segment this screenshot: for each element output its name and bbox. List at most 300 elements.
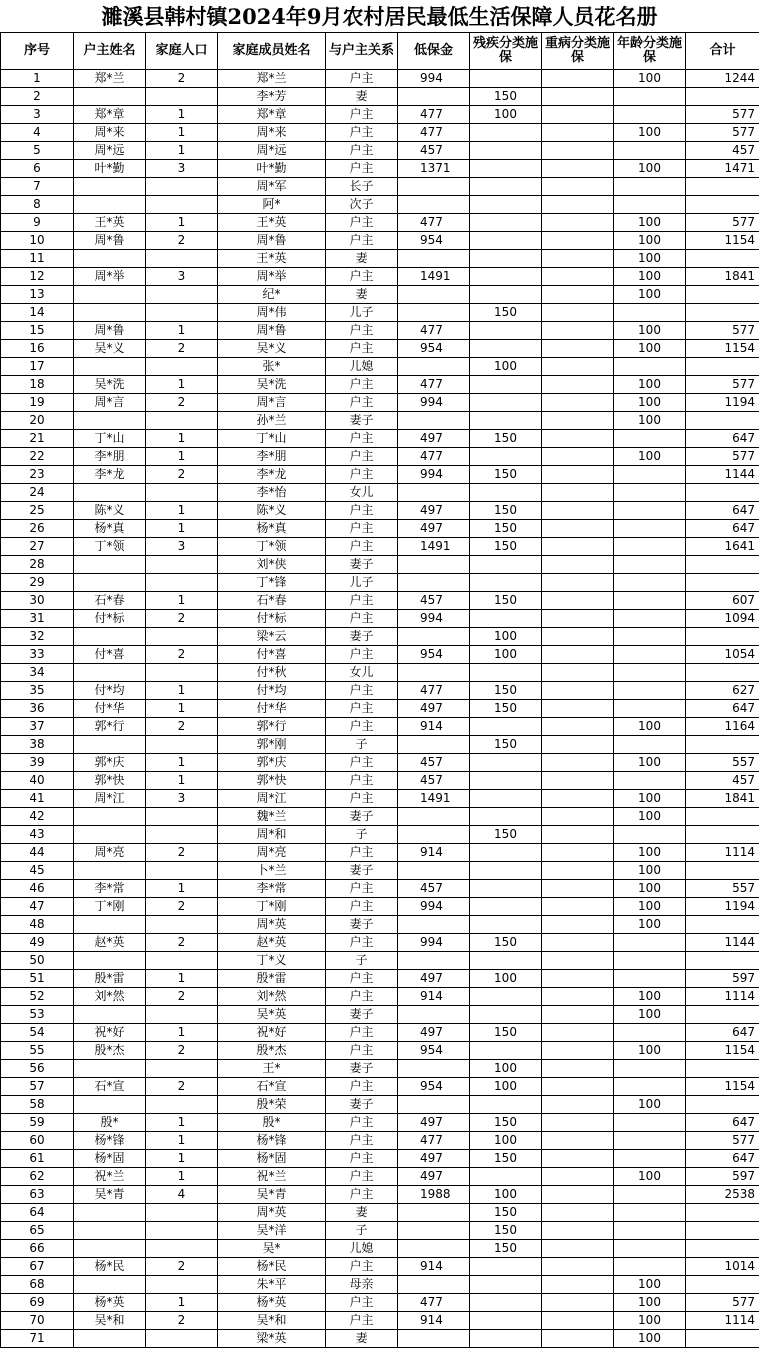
householder-name: 李*朋 xyxy=(74,448,146,466)
table-row xyxy=(1,1096,759,1114)
age-bonus: 100 xyxy=(614,340,686,358)
illness-bonus xyxy=(542,1114,614,1132)
relation: 户主 xyxy=(326,988,398,1006)
subsidy-amount: 994 xyxy=(398,898,470,916)
family-size xyxy=(146,952,218,970)
householder-name xyxy=(74,862,146,880)
relation: 户主 xyxy=(326,430,398,448)
row-total: 1164 xyxy=(686,718,759,736)
row-index: 46 xyxy=(1,880,74,898)
relation: 妻子 xyxy=(326,628,398,646)
disability-bonus: 150 xyxy=(470,466,542,484)
disability-bonus: 150 xyxy=(470,88,542,106)
table-row xyxy=(1,628,759,646)
subsidy-amount: 477 xyxy=(398,214,470,232)
disability-bonus: 100 xyxy=(470,1186,542,1204)
disability-bonus xyxy=(470,484,542,502)
disability-bonus xyxy=(470,178,542,196)
row-index: 6 xyxy=(1,160,74,178)
row-total: 577 xyxy=(686,1294,759,1312)
householder-name: 周*举 xyxy=(74,268,146,286)
row-index: 56 xyxy=(1,1060,74,1078)
disability-bonus xyxy=(470,988,542,1006)
family-size xyxy=(146,358,218,376)
householder-name xyxy=(74,1240,146,1258)
age-bonus xyxy=(614,1060,686,1078)
row-total: 577 xyxy=(686,124,759,142)
householder-name: 吴*义 xyxy=(74,340,146,358)
illness-bonus xyxy=(542,826,614,844)
table-row xyxy=(1,1204,759,1222)
family-size: 3 xyxy=(146,538,218,556)
relation: 户主 xyxy=(326,1258,398,1276)
illness-bonus xyxy=(542,142,614,160)
table-row xyxy=(1,592,759,610)
illness-bonus xyxy=(542,484,614,502)
householder-name: 周*亮 xyxy=(74,844,146,862)
illness-bonus xyxy=(542,934,614,952)
subsidy-amount: 477 xyxy=(398,376,470,394)
disability-bonus xyxy=(470,898,542,916)
family-size xyxy=(146,1060,218,1078)
illness-bonus xyxy=(542,754,614,772)
age-bonus xyxy=(614,628,686,646)
age-bonus xyxy=(614,1024,686,1042)
householder-name: 周*远 xyxy=(74,142,146,160)
householder-name: 殷*杰 xyxy=(74,1042,146,1060)
row-total xyxy=(686,358,759,376)
row-index: 36 xyxy=(1,700,74,718)
row-total: 1114 xyxy=(686,988,759,1006)
row-total xyxy=(686,250,759,268)
row-total xyxy=(686,1276,759,1294)
row-index: 35 xyxy=(1,682,74,700)
row-total: 1014 xyxy=(686,1258,759,1276)
disability-bonus: 100 xyxy=(470,1060,542,1078)
row-total: 1471 xyxy=(686,160,759,178)
member-name: 刘*然 xyxy=(218,988,326,1006)
table-row xyxy=(1,250,759,268)
row-index: 42 xyxy=(1,808,74,826)
family-size: 1 xyxy=(146,214,218,232)
illness-bonus xyxy=(542,196,614,214)
householder-name: 吴*洗 xyxy=(74,376,146,394)
member-name: 郭*庆 xyxy=(218,754,326,772)
age-bonus xyxy=(614,610,686,628)
householder-name xyxy=(74,286,146,304)
disability-bonus xyxy=(470,1168,542,1186)
relation: 户主 xyxy=(326,1186,398,1204)
householder-name xyxy=(74,88,146,106)
row-index: 47 xyxy=(1,898,74,916)
age-bonus: 100 xyxy=(614,1006,686,1024)
member-name: 朱*平 xyxy=(218,1276,326,1294)
subsidy-amount xyxy=(398,1096,470,1114)
table-row xyxy=(1,1240,759,1258)
family-size xyxy=(146,1330,218,1348)
row-index: 39 xyxy=(1,754,74,772)
family-size: 2 xyxy=(146,988,218,1006)
disability-bonus: 150 xyxy=(470,520,542,538)
subsidy-amount xyxy=(398,88,470,106)
illness-bonus xyxy=(542,1078,614,1096)
illness-bonus xyxy=(542,232,614,250)
row-total: 597 xyxy=(686,1168,759,1186)
householder-name: 叶*勤 xyxy=(74,160,146,178)
table-body xyxy=(1,70,759,1348)
illness-bonus xyxy=(542,1240,614,1258)
age-bonus: 100 xyxy=(614,124,686,142)
table-row xyxy=(1,70,759,88)
table-row xyxy=(1,1330,759,1348)
row-total: 647 xyxy=(686,1150,759,1168)
age-bonus xyxy=(614,934,686,952)
age-bonus xyxy=(614,484,686,502)
householder-name xyxy=(74,664,146,682)
relation: 户主 xyxy=(326,214,398,232)
relation: 户主 xyxy=(326,502,398,520)
row-total xyxy=(686,1330,759,1348)
subsidy-amount: 914 xyxy=(398,1312,470,1330)
householder-name: 殷*雷 xyxy=(74,970,146,988)
age-bonus: 100 xyxy=(614,862,686,880)
householder-name: 李*常 xyxy=(74,880,146,898)
row-index: 57 xyxy=(1,1078,74,1096)
illness-bonus xyxy=(542,268,614,286)
member-name: 丁*义 xyxy=(218,952,326,970)
disability-bonus: 150 xyxy=(470,304,542,322)
row-total xyxy=(686,628,759,646)
subsidy-amount: 457 xyxy=(398,592,470,610)
subsidy-amount xyxy=(398,304,470,322)
family-size: 1 xyxy=(146,970,218,988)
illness-bonus xyxy=(542,682,614,700)
member-name: 吴*洋 xyxy=(218,1222,326,1240)
illness-bonus xyxy=(542,250,614,268)
subsidy-amount xyxy=(398,250,470,268)
relation: 户主 xyxy=(326,106,398,124)
householder-name: 祝*好 xyxy=(74,1024,146,1042)
member-name: 吴*义 xyxy=(218,340,326,358)
member-name: 杨*锋 xyxy=(218,1132,326,1150)
subsidy-amount: 914 xyxy=(398,718,470,736)
row-total: 1144 xyxy=(686,934,759,952)
table-row xyxy=(1,862,759,880)
subsidy-amount: 1988 xyxy=(398,1186,470,1204)
householder-name: 付*喜 xyxy=(74,646,146,664)
subsidy-amount xyxy=(398,862,470,880)
disability-bonus xyxy=(470,610,542,628)
family-size xyxy=(146,916,218,934)
row-total: 647 xyxy=(686,1024,759,1042)
family-size xyxy=(146,304,218,322)
col-illness-header: 重病分类施保 xyxy=(542,33,614,70)
member-name: 李*朋 xyxy=(218,448,326,466)
illness-bonus xyxy=(542,358,614,376)
member-name: 付*秋 xyxy=(218,664,326,682)
illness-bonus xyxy=(542,1168,614,1186)
householder-name xyxy=(74,1276,146,1294)
relation: 户主 xyxy=(326,844,398,862)
table-row xyxy=(1,1132,759,1150)
table-row xyxy=(1,934,759,952)
row-total xyxy=(686,556,759,574)
row-total: 577 xyxy=(686,376,759,394)
row-total: 1154 xyxy=(686,340,759,358)
row-index: 16 xyxy=(1,340,74,358)
relation: 次子 xyxy=(326,196,398,214)
member-name: 吴*洗 xyxy=(218,376,326,394)
disability-bonus xyxy=(470,556,542,574)
row-index: 10 xyxy=(1,232,74,250)
row-total xyxy=(686,808,759,826)
age-bonus xyxy=(614,1150,686,1168)
age-bonus: 100 xyxy=(614,1096,686,1114)
subsidy-amount xyxy=(398,1222,470,1240)
subsidy-amount: 497 xyxy=(398,430,470,448)
member-name: 郭*快 xyxy=(218,772,326,790)
family-size xyxy=(146,862,218,880)
member-name: 祝*兰 xyxy=(218,1168,326,1186)
row-total: 457 xyxy=(686,142,759,160)
row-total xyxy=(686,196,759,214)
row-index: 51 xyxy=(1,970,74,988)
table-row xyxy=(1,1042,759,1060)
subsidy-amount: 994 xyxy=(398,466,470,484)
table-row xyxy=(1,412,759,430)
householder-name: 杨*固 xyxy=(74,1150,146,1168)
relation: 妻 xyxy=(326,286,398,304)
householder-name: 杨*英 xyxy=(74,1294,146,1312)
householder-name xyxy=(74,484,146,502)
disability-bonus: 150 xyxy=(470,538,542,556)
age-bonus xyxy=(614,1240,686,1258)
row-index: 40 xyxy=(1,772,74,790)
subsidy-amount: 994 xyxy=(398,70,470,88)
relation: 妻子 xyxy=(326,808,398,826)
row-index: 43 xyxy=(1,826,74,844)
illness-bonus xyxy=(542,916,614,934)
age-bonus xyxy=(614,1204,686,1222)
subsidy-amount: 1491 xyxy=(398,268,470,286)
age-bonus: 100 xyxy=(614,1294,686,1312)
row-index: 23 xyxy=(1,466,74,484)
illness-bonus xyxy=(542,772,614,790)
member-name: 李*芳 xyxy=(218,88,326,106)
subsidy-amount xyxy=(398,916,470,934)
family-size: 2 xyxy=(146,898,218,916)
relation: 户主 xyxy=(326,1150,398,1168)
member-name: 殷* xyxy=(218,1114,326,1132)
disability-bonus: 150 xyxy=(470,1150,542,1168)
relation: 妻子 xyxy=(326,1060,398,1078)
table-row xyxy=(1,196,759,214)
subsidy-amount: 497 xyxy=(398,970,470,988)
row-total: 597 xyxy=(686,970,759,988)
member-name: 丁*锋 xyxy=(218,574,326,592)
member-name: 叶*勤 xyxy=(218,160,326,178)
row-total: 1194 xyxy=(686,898,759,916)
row-total: 1194 xyxy=(686,394,759,412)
disability-bonus xyxy=(470,448,542,466)
member-name: 王* xyxy=(218,1060,326,1078)
disability-bonus: 150 xyxy=(470,826,542,844)
disability-bonus: 150 xyxy=(470,934,542,952)
householder-name: 石*春 xyxy=(74,592,146,610)
illness-bonus xyxy=(542,592,614,610)
age-bonus xyxy=(614,646,686,664)
relation: 户主 xyxy=(326,232,398,250)
member-name: 卜*兰 xyxy=(218,862,326,880)
family-size: 2 xyxy=(146,340,218,358)
illness-bonus xyxy=(542,628,614,646)
disability-bonus: 150 xyxy=(470,736,542,754)
table-row xyxy=(1,988,759,1006)
member-name: 殷*荣 xyxy=(218,1096,326,1114)
illness-bonus xyxy=(542,538,614,556)
disability-bonus xyxy=(470,754,542,772)
family-size: 4 xyxy=(146,1186,218,1204)
relation: 户主 xyxy=(326,754,398,772)
age-bonus: 100 xyxy=(614,214,686,232)
relation: 儿子 xyxy=(326,304,398,322)
table-row xyxy=(1,448,759,466)
relation: 户主 xyxy=(326,1024,398,1042)
disability-bonus: 100 xyxy=(470,1078,542,1096)
table-row xyxy=(1,322,759,340)
disability-bonus xyxy=(470,394,542,412)
illness-bonus xyxy=(542,286,614,304)
table-row xyxy=(1,394,759,412)
row-index: 30 xyxy=(1,592,74,610)
age-bonus xyxy=(614,106,686,124)
householder-name: 杨*民 xyxy=(74,1258,146,1276)
householder-name: 郑*章 xyxy=(74,106,146,124)
member-name: 周*亮 xyxy=(218,844,326,862)
relation: 妻 xyxy=(326,1204,398,1222)
member-name: 吴*和 xyxy=(218,1312,326,1330)
age-bonus xyxy=(614,358,686,376)
illness-bonus xyxy=(542,1150,614,1168)
subsidy-amount: 1371 xyxy=(398,160,470,178)
row-total xyxy=(686,1060,759,1078)
row-index: 69 xyxy=(1,1294,74,1312)
family-size xyxy=(146,1240,218,1258)
table-row xyxy=(1,268,759,286)
family-size xyxy=(146,196,218,214)
disability-bonus xyxy=(470,1006,542,1024)
age-bonus xyxy=(614,574,686,592)
member-name: 吴*英 xyxy=(218,1006,326,1024)
subsidy-amount: 1491 xyxy=(398,790,470,808)
householder-name xyxy=(74,1222,146,1240)
table-row xyxy=(1,214,759,232)
relation: 子 xyxy=(326,736,398,754)
illness-bonus xyxy=(542,340,614,358)
family-size xyxy=(146,412,218,430)
disability-bonus xyxy=(470,250,542,268)
disability-bonus xyxy=(470,70,542,88)
illness-bonus xyxy=(542,1006,614,1024)
row-total xyxy=(686,1006,759,1024)
relation: 户主 xyxy=(326,1168,398,1186)
table-row xyxy=(1,772,759,790)
relation: 妻子 xyxy=(326,556,398,574)
illness-bonus xyxy=(542,160,614,178)
family-size: 1 xyxy=(146,700,218,718)
relation: 妻子 xyxy=(326,916,398,934)
member-name: 周*来 xyxy=(218,124,326,142)
illness-bonus xyxy=(542,448,614,466)
householder-name: 石*宣 xyxy=(74,1078,146,1096)
row-total: 1114 xyxy=(686,1312,759,1330)
row-total xyxy=(686,574,759,592)
illness-bonus xyxy=(542,808,614,826)
subsidy-amount xyxy=(398,1204,470,1222)
family-size: 2 xyxy=(146,718,218,736)
row-total xyxy=(686,826,759,844)
householder-name xyxy=(74,1096,146,1114)
table-row xyxy=(1,1114,759,1132)
illness-bonus xyxy=(542,466,614,484)
illness-bonus xyxy=(542,1060,614,1078)
family-size: 2 xyxy=(146,394,218,412)
row-index: 25 xyxy=(1,502,74,520)
table-row xyxy=(1,304,759,322)
householder-name: 殷* xyxy=(74,1114,146,1132)
table-row xyxy=(1,358,759,376)
disability-bonus xyxy=(470,1096,542,1114)
row-index: 28 xyxy=(1,556,74,574)
row-total: 1114 xyxy=(686,844,759,862)
disability-bonus xyxy=(470,574,542,592)
row-index: 8 xyxy=(1,196,74,214)
row-index: 48 xyxy=(1,916,74,934)
member-name: 周*言 xyxy=(218,394,326,412)
relation: 儿媳 xyxy=(326,358,398,376)
row-total xyxy=(686,916,759,934)
illness-bonus xyxy=(542,790,614,808)
row-total: 647 xyxy=(686,700,759,718)
member-name: 周*军 xyxy=(218,178,326,196)
disability-bonus xyxy=(470,916,542,934)
member-name: 殷*雷 xyxy=(218,970,326,988)
member-name: 李*龙 xyxy=(218,466,326,484)
illness-bonus xyxy=(542,1222,614,1240)
row-index: 32 xyxy=(1,628,74,646)
row-index: 15 xyxy=(1,322,74,340)
member-name: 纪* xyxy=(218,286,326,304)
age-bonus xyxy=(614,538,686,556)
householder-name xyxy=(74,1204,146,1222)
age-bonus: 100 xyxy=(614,844,686,862)
row-index: 27 xyxy=(1,538,74,556)
table-row xyxy=(1,178,759,196)
age-bonus xyxy=(614,88,686,106)
table-row xyxy=(1,1312,759,1330)
family-size: 1 xyxy=(146,322,218,340)
row-index: 58 xyxy=(1,1096,74,1114)
row-total: 577 xyxy=(686,448,759,466)
family-size: 2 xyxy=(146,70,218,88)
row-total: 607 xyxy=(686,592,759,610)
relation: 户主 xyxy=(326,1294,398,1312)
age-bonus: 100 xyxy=(614,1330,686,1348)
relation: 户主 xyxy=(326,466,398,484)
illness-bonus xyxy=(542,106,614,124)
row-index: 50 xyxy=(1,952,74,970)
member-name: 魏*兰 xyxy=(218,808,326,826)
